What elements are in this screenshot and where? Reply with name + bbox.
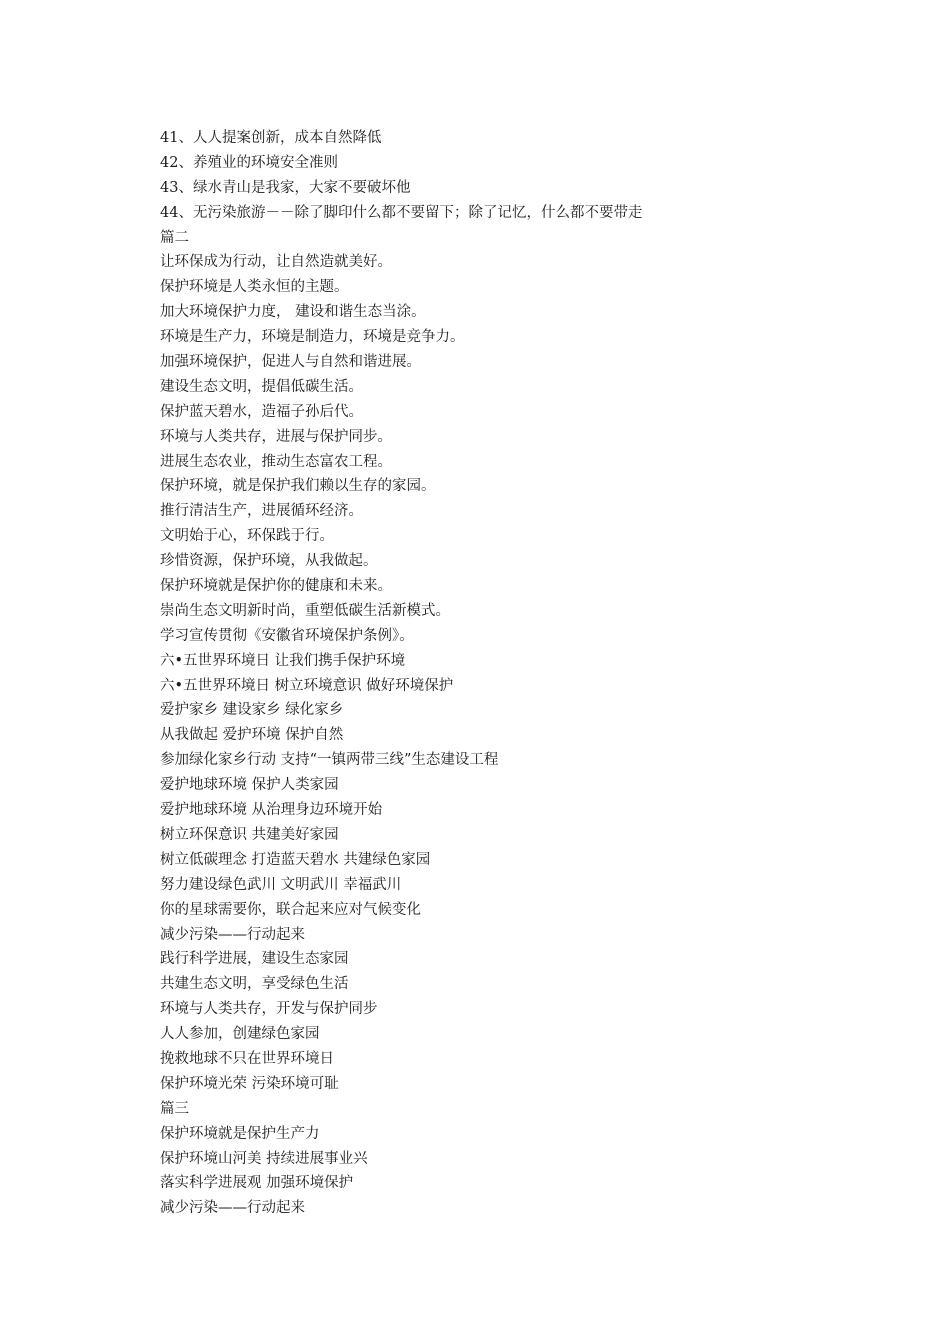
text-line: 你的星球需要你，联合起来应对气候变化: [160, 901, 421, 918]
text-line: 参加绿化家乡行动 支持“一镇两带三线”生态建设工程: [160, 752, 499, 769]
text-line: 保护环境是人类永恒的主题。: [160, 279, 349, 296]
text-line: 保护蓝天碧水，造福子孙后代。: [160, 403, 363, 420]
text-line: 保护环境，就是保护我们赖以生存的家园。: [160, 478, 436, 495]
text-line: 从我做起 爱护环境 保护自然: [160, 727, 344, 744]
text-line: 保护环境山河美 持续进展事业兴: [160, 1150, 368, 1167]
text-line: 减少污染——行动起来: [160, 1200, 305, 1217]
text-line: 树立环保意识 共建美好家园: [160, 826, 339, 843]
text-line: 落实科学进展观 加强环境保护: [160, 1175, 354, 1192]
text-line: 进展生态农业，推动生态富农工程。: [160, 453, 392, 470]
text-line: 篇二: [160, 229, 189, 246]
text-line: 保护环境光荣 污染环境可耻: [160, 1075, 339, 1092]
text-line: 环境是生产力，环境是制造力，环境是竞争力。: [160, 329, 465, 346]
text-line: 环境与人类共存，开发与保护同步: [160, 1001, 378, 1018]
text-line: 挽救地球不只在世界环境日: [160, 1050, 334, 1067]
text-line: 环境与人类共存，进展与保护同步。: [160, 428, 392, 445]
text-line: 爱护地球环境 保护人类家园: [160, 777, 339, 794]
text-line: 人人参加，创建绿色家园: [160, 1026, 320, 1043]
text-line: 篇三: [160, 1100, 189, 1117]
text-line: 努力建设绿色武川 文明武川 幸福武川: [160, 876, 402, 893]
text-line: 践行科学进展，建设生态家园: [160, 951, 349, 968]
text-line: 保护环境就是保护生产力: [160, 1125, 320, 1142]
text-line: 推行清洁生产，进展循环经济。: [160, 503, 363, 520]
text-line: 加大环境保护力度， 建设和谐生态当涂。: [160, 304, 426, 321]
text-line: 崇尚生态文明新时尚，重塑低碳生活新模式。: [160, 602, 450, 619]
text-line: 爱护地球环境 从治理身边环境开始: [160, 802, 383, 819]
text-line: 爱护家乡 建设家乡 绿化家乡: [160, 702, 344, 719]
text-line: 让环保成为行动，让自然造就美好。: [160, 254, 392, 271]
text-line: 六•五世界环境日 树立环境意识 做好环境保护: [160, 677, 454, 694]
document-page: [160, 126, 920, 1221]
text-line: 44、无污染旅游－－除了脚印什么都不要留下；除了记忆，什么都不要带走: [160, 204, 643, 221]
text-line: 建设生态文明，提倡低碳生活。: [160, 378, 363, 395]
text-line: 加强环境保护，促进人与自然和谐进展。: [160, 354, 421, 371]
text-line: 共建生态文明，享受绿色生活: [160, 976, 349, 993]
text-line: 六•五世界环境日 让我们携手保护环境: [160, 652, 406, 669]
text-line: 珍惜资源，保护环境，从我做起。: [160, 553, 378, 570]
text-line: 减少污染——行动起来: [160, 926, 305, 943]
text-line: 43、绿水青山是我家，大家不要破坏他: [160, 179, 411, 196]
text-line: 保护环境就是保护你的健康和未来。: [160, 578, 392, 595]
text-line: 树立低碳理念 打造蓝天碧水 共建绿色家园: [160, 851, 431, 868]
text-line: 文明始于心，环保践于行。: [160, 528, 334, 545]
text-line: 42、养殖业的环境安全准则: [160, 154, 338, 171]
text-line: 41、人人提案创新，成本自然降低: [160, 130, 382, 146]
text-line: 学习宣传贯彻《安徽省环境保护条例》。: [160, 627, 414, 644]
